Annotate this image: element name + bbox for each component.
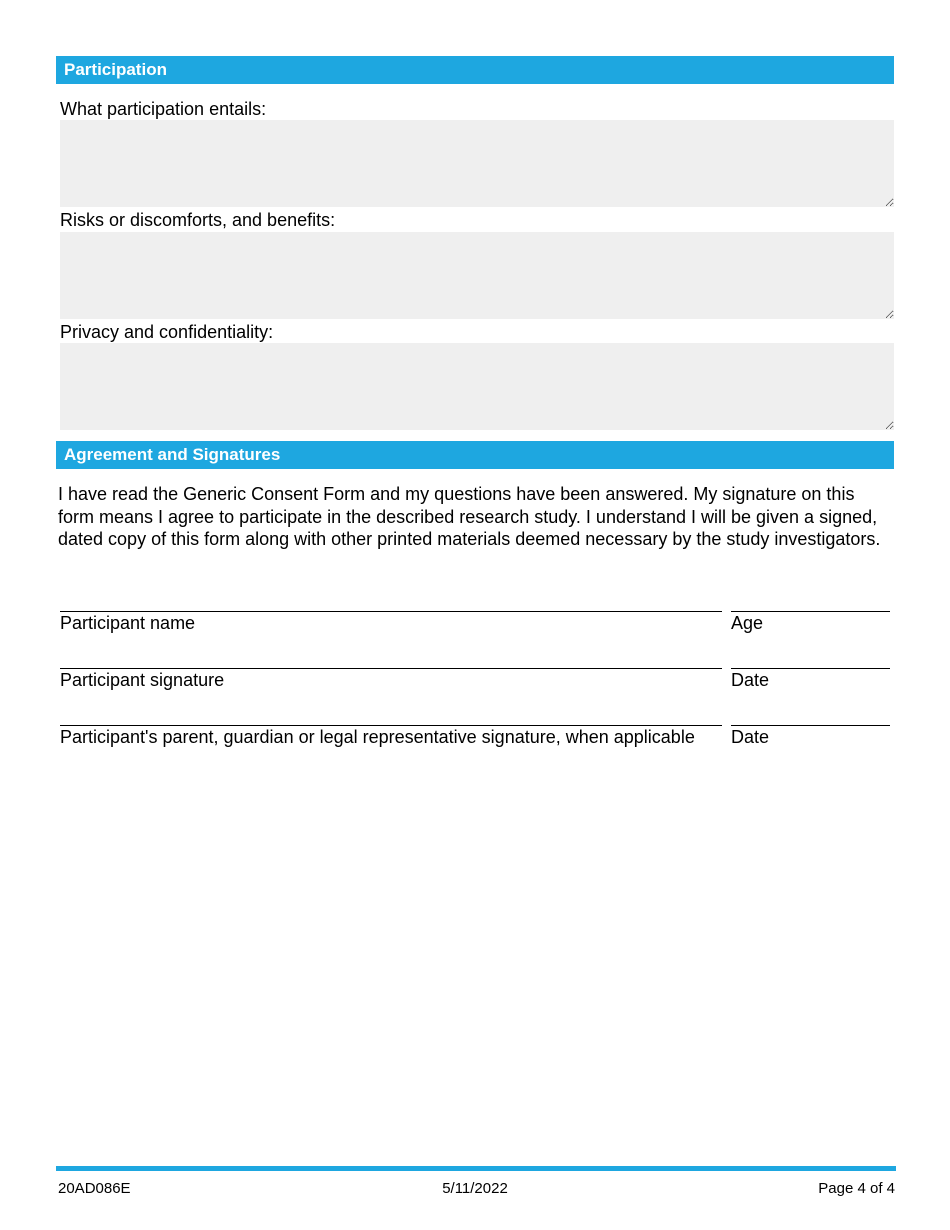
page-number: Page 4 of 4 (818, 1180, 895, 1197)
privacy-confidentiality-label: Privacy and confidentiality: (60, 322, 274, 342)
age-label: Age (731, 613, 764, 633)
consent-statement: I have read the Generic Consent Form and my questions have been answered. My signature on this form means I agree to participate in the described research study. I understand I will be given a signed, dated copy of this form along with other printed materials deemed necessary by the study investigators. (58, 484, 881, 549)
footer-rule (56, 1166, 896, 1171)
participation-section-header: Participation (56, 56, 894, 84)
participation-entails-label: What participation entails: (60, 99, 267, 119)
form-id: 20AD086E (58, 1180, 131, 1197)
participant-signature-label: Participant signature (60, 670, 225, 690)
agreement-section-header: Agreement and Signatures (56, 441, 894, 469)
participant-name-label: Participant name (60, 613, 196, 633)
risks-benefits-field[interactable] (60, 232, 894, 319)
risks-benefits-label: Risks or discomforts, and benefits: (60, 210, 336, 230)
guardian-date-label: Date (731, 727, 770, 747)
signature-date-label: Date (731, 670, 770, 690)
privacy-confidentiality-field[interactable] (60, 343, 894, 430)
guardian-signature-label: Participant's parent, guardian or legal representative signature, when applicable (60, 727, 695, 747)
participation-entails-field[interactable] (60, 120, 894, 207)
footer-date: 5/11/2022 (442, 1180, 508, 1197)
